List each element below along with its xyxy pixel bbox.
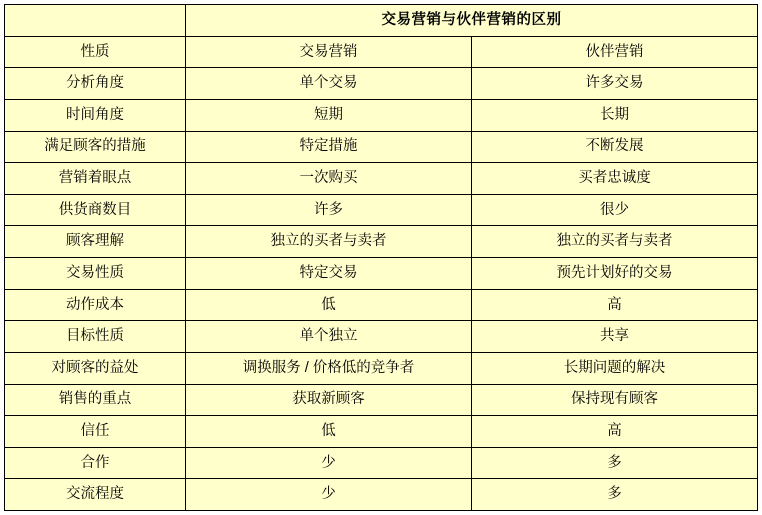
row-value-partnership: 买者忠诚度 — [472, 163, 758, 195]
row-value-partnership: 高 — [472, 289, 758, 321]
row-value-transactional: 低 — [186, 416, 472, 448]
row-value-partnership: 长期 — [472, 99, 758, 131]
table-title: 交易营销与伙伴营销的区别 — [186, 5, 758, 37]
table-row — [5, 384, 758, 416]
row-value-transactional: 低 — [186, 289, 472, 321]
row-value-partnership: 多 — [472, 447, 758, 479]
row-value-transactional: 少 — [186, 447, 472, 479]
row-value-transactional: 独立的买者与卖者 — [186, 226, 472, 258]
table-row — [5, 68, 758, 100]
table-row — [5, 99, 758, 131]
row-value-transactional: 单个独立 — [186, 321, 472, 353]
row-label: 动作成本 — [5, 289, 186, 321]
table-corner-cell — [5, 5, 186, 37]
row-value-partnership: 不断发展 — [472, 131, 758, 163]
row-label: 顾客理解 — [5, 226, 186, 258]
table-row — [5, 36, 758, 68]
row-value-partnership: 共享 — [472, 321, 758, 353]
row-value-transactional: 特定交易 — [186, 258, 472, 290]
row-label: 时间角度 — [5, 99, 186, 131]
row-value-transactional: 短期 — [186, 99, 472, 131]
table-row — [5, 194, 758, 226]
row-value-transactional: 一次购买 — [186, 163, 472, 195]
row-value-partnership: 很少 — [472, 194, 758, 226]
row-value-transactional: 调换服务 / 价格低的竞争者 — [186, 352, 472, 384]
row-value-partnership: 伙伴营销 — [472, 36, 758, 68]
table-row — [5, 479, 758, 511]
table-row — [5, 258, 758, 290]
row-label: 对顾客的益处 — [5, 352, 186, 384]
row-value-partnership: 独立的买者与卖者 — [472, 226, 758, 258]
table-row — [5, 321, 758, 353]
row-label: 目标性质 — [5, 321, 186, 353]
row-label: 交易性质 — [5, 258, 186, 290]
row-value-partnership: 预先计划好的交易 — [472, 258, 758, 290]
row-value-transactional: 特定措施 — [186, 131, 472, 163]
comparison-table — [4, 4, 758, 511]
row-value-transactional: 交易营销 — [186, 36, 472, 68]
row-value-partnership: 高 — [472, 416, 758, 448]
row-value-partnership: 保持现有顾客 — [472, 384, 758, 416]
row-value-partnership: 长期问题的解决 — [472, 352, 758, 384]
table-row — [5, 352, 758, 384]
table-body — [5, 5, 758, 511]
table-row — [5, 226, 758, 258]
table-row — [5, 163, 758, 195]
row-label: 营销着眼点 — [5, 163, 186, 195]
table-header-row — [5, 5, 758, 37]
row-label: 合作 — [5, 447, 186, 479]
row-label: 交流程度 — [5, 479, 186, 511]
row-label: 分析角度 — [5, 68, 186, 100]
row-label: 销售的重点 — [5, 384, 186, 416]
row-label: 性质 — [5, 36, 186, 68]
row-label: 供货商数目 — [5, 194, 186, 226]
table-row — [5, 416, 758, 448]
row-value-partnership: 多 — [472, 479, 758, 511]
row-value-partnership: 许多交易 — [472, 68, 758, 100]
table-row — [5, 447, 758, 479]
table-row — [5, 131, 758, 163]
row-value-transactional: 单个交易 — [186, 68, 472, 100]
row-label: 满足顾客的措施 — [5, 131, 186, 163]
table-row — [5, 289, 758, 321]
row-value-transactional: 少 — [186, 479, 472, 511]
row-label: 信任 — [5, 416, 186, 448]
row-value-transactional: 许多 — [186, 194, 472, 226]
row-value-transactional: 获取新顾客 — [186, 384, 472, 416]
